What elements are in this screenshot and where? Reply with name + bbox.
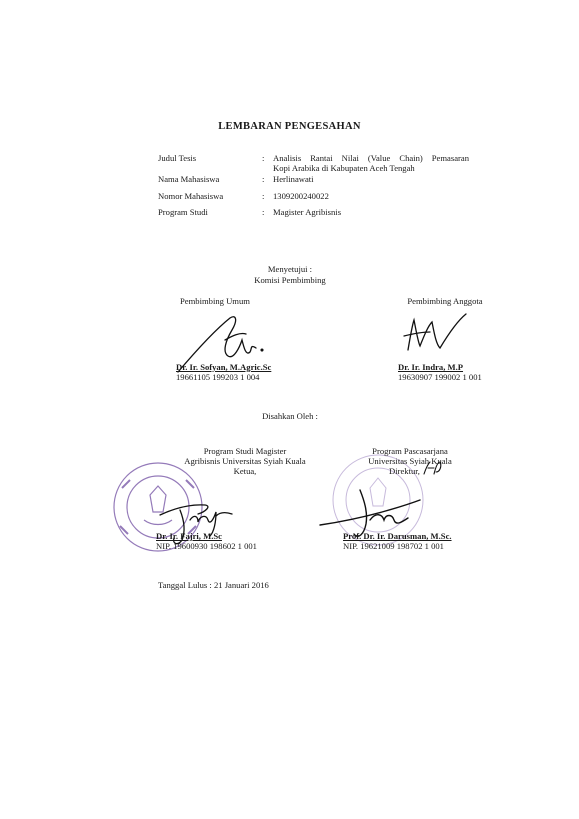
supervisor-role-main: Pembimbing Umum bbox=[180, 296, 250, 306]
approval-committee: Komisi Pembimbing bbox=[254, 275, 326, 285]
field-value-judul-line1: Analisis Rantai Nilai (Value Chain) Pemasaran bbox=[273, 153, 469, 163]
field-sep-judul: : bbox=[262, 153, 265, 163]
supervisor-name-member: Dr. Ir. Indra, M.P bbox=[398, 362, 464, 372]
supervisor-nip-main: 19661105 199203 1 004 bbox=[176, 372, 260, 382]
field-value-judul-line2: Kopi Arabika di Kabupaten Aceh Tengah bbox=[273, 163, 415, 173]
field-label-nomor: Nomor Mahasiswa bbox=[158, 191, 224, 201]
signatory-prodi-name: Dr. Ir. Fajri, M.Sc bbox=[156, 531, 222, 541]
field-value-nomor: 1309200240022 bbox=[273, 191, 329, 201]
field-value-nama: Herlinawati bbox=[273, 174, 314, 184]
signatory-pasca-line2: Universitas Syiah Kuala bbox=[368, 456, 452, 466]
field-label-prodi: Program Studi bbox=[158, 207, 208, 217]
field-sep-nama: : bbox=[262, 174, 265, 184]
document-title: LEMBARAN PENGESAHAN bbox=[218, 121, 361, 132]
signatory-prodi-nip: NIP. 19600930 198602 1 001 bbox=[156, 541, 257, 551]
supervisor-nip-member: 19630907 199002 1 001 bbox=[398, 372, 482, 382]
field-label-judul: Judul Tesis bbox=[158, 153, 197, 163]
graduation-date: Tanggal Lulus : 21 Januari 2016 bbox=[158, 580, 269, 590]
signatory-pasca-line1: Program Pascasarjana bbox=[372, 446, 448, 456]
signatory-pasca-nip: NIP. 19621009 198702 1 001 bbox=[343, 541, 444, 551]
signatory-prodi-line2: Agribisnis Universitas Syiah Kuala bbox=[184, 456, 306, 466]
signatory-prodi-line1: Program Studi Magister bbox=[203, 446, 287, 456]
supervisor-name-main: Dr. Ir. Sofyan, M.Agric.Sc bbox=[176, 362, 272, 372]
signature-indra bbox=[404, 314, 466, 350]
approval-heading: Menyetujui : bbox=[267, 264, 313, 274]
signatory-prodi-line3: Ketua, bbox=[233, 466, 257, 476]
signatory-pasca-name: Prof. Dr. Ir. Darusman, M.Sc. bbox=[343, 531, 452, 541]
field-sep-nomor: : bbox=[262, 191, 265, 201]
field-value-prodi: Magister Agribisnis bbox=[273, 207, 342, 217]
signatory-pasca-line3: Direktur, bbox=[389, 466, 420, 476]
ratified-by: Disahkan Oleh : bbox=[262, 411, 318, 421]
field-label-nama: Nama Mahasiswa bbox=[158, 174, 220, 184]
supervisor-role-member: Pembimbing Anggota bbox=[407, 296, 483, 306]
field-sep-prodi: : bbox=[262, 207, 265, 217]
